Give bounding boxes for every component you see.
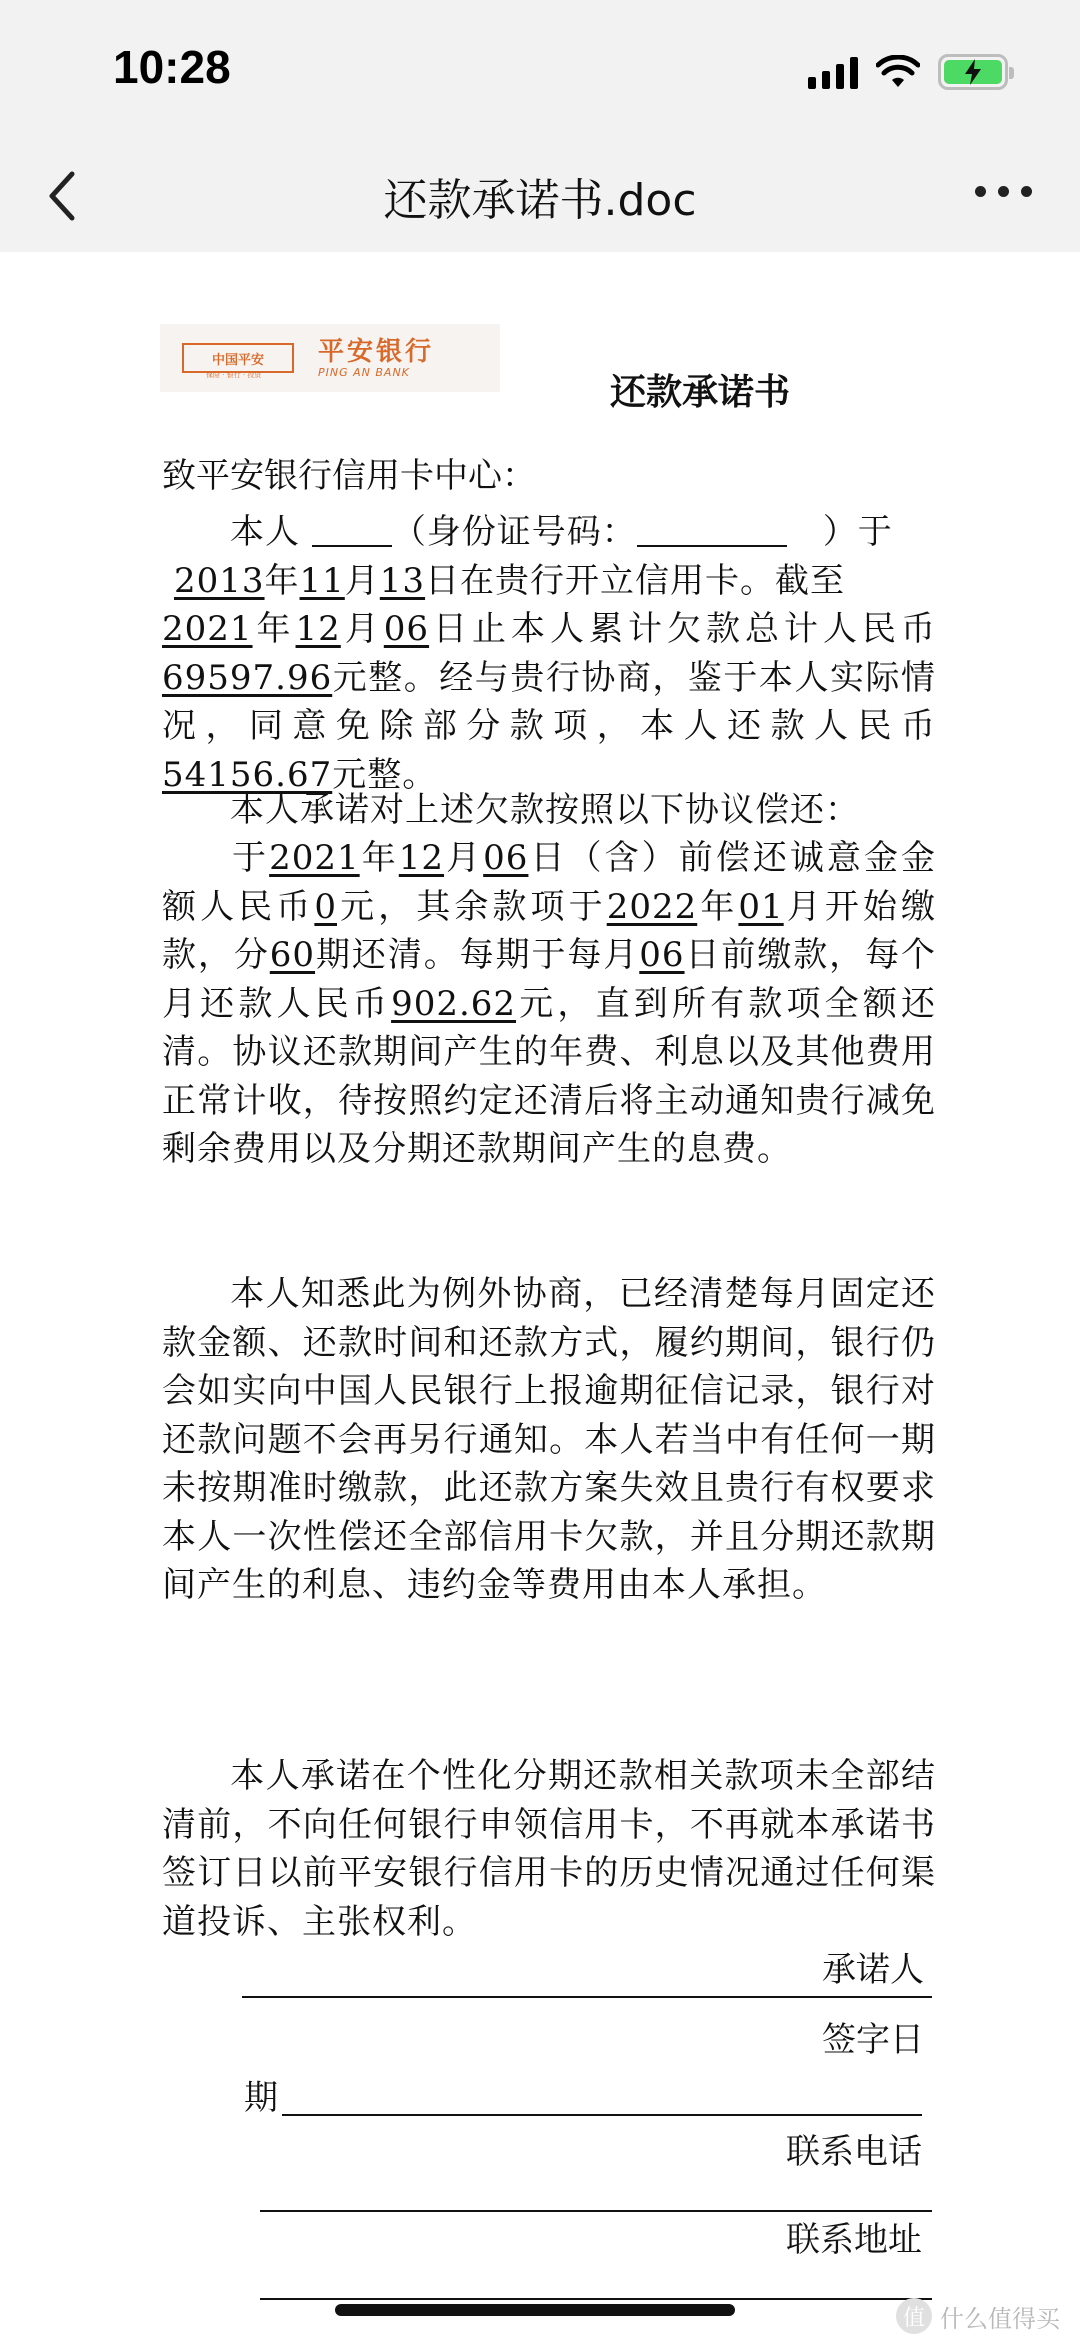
id-number-blank	[637, 513, 787, 547]
nav-title: 还款承诺书.doc	[383, 175, 697, 226]
document-title: 还款承诺书	[610, 372, 791, 413]
salutation: 致平安银行信用卡中心：	[162, 456, 536, 496]
bank-name-en: PING AN BANK	[318, 365, 410, 379]
paragraph-agreement-intro: 本人承诺对上述欠款按照以下协议偿还：	[230, 790, 860, 830]
bank-logo	[160, 324, 500, 392]
battery-icon	[938, 54, 1008, 90]
more-options-icon[interactable]	[975, 186, 1032, 197]
address-label: 联系地址	[786, 2220, 922, 2260]
promiser-signature-line	[242, 1996, 932, 1998]
sign-date-label-end: 期	[244, 2078, 278, 2118]
ping-an-logo-subtext: 保险 · 银行 · 投资	[206, 371, 262, 379]
wifi-icon	[876, 55, 920, 89]
paragraph-repayment-plan: 于2021年12月06日（含）前偿还诚意金金额人民币0元，其余款项于2022年01月开始缴款，分60期还清。每期于每月06日前缴款，每个月还款人民币902.62元，直到所有款项全额还清。协议还款期间产生的年费、利息以及其他费用正常计收，待按照约定还清后将主动通知贵行减免剩余费用以及分期还款期间产生的息费。	[162, 838, 937, 1169]
cellular-signal-icon	[808, 55, 858, 89]
name-blank	[312, 513, 392, 547]
watermark-text: 什么值得买	[940, 2304, 1060, 2333]
charging-bolt-icon	[963, 59, 983, 85]
status-bar	[0, 0, 1080, 140]
bank-name-cn: 平安银行	[318, 336, 435, 367]
status-time: 10:28	[113, 41, 231, 93]
ping-an-logo-text: 中国平安	[211, 352, 264, 368]
smzdm-logo-icon: 值	[896, 2298, 932, 2334]
sign-date-line	[282, 2114, 922, 2116]
paragraph-acknowledgement: 本人知悉此为例外协商，已经清楚每月固定还款金额、还款时间和还款方式，履约期间，银行仍会如实向中国人民银行上报逾期征信记录，银行对还款问题不会再另行通知。本人若当中有任何一期未按期准时缴款，此还款方案失效且贵行有权要求本人一次性偿还全部信用卡欠款，并且分期还款期间产生的利息、违约金等费用由本人承担。	[162, 1274, 936, 1605]
paragraph-debt-summary: 本人 （身份证号码： ）于 2013年11月13日在贵行开立信用卡。截至 2021年12月06日止本人累计欠款总计人民币69597.96元整。经与贵行协商，鉴于本人实际情况，同意免除部分款项，本人还款人民币54156.67元整。	[162, 512, 937, 795]
address-line	[260, 2298, 932, 2300]
status-icons	[808, 52, 1008, 92]
watermark	[896, 2298, 1060, 2334]
phone-label: 联系电话	[786, 2132, 922, 2172]
bank-name-logo	[318, 338, 434, 379]
ping-an-logo-box	[182, 343, 294, 373]
promiser-label: 承诺人	[822, 1950, 924, 1990]
nav-bar	[0, 140, 1080, 252]
paragraph-commitment: 本人承诺在个性化分期还款相关款项未全部结清前，不向任何银行申领信用卡，不再就本承诺书签订日以前平安银行信用卡的历史情况通过任何渠道投诉、主张权利。	[162, 1756, 936, 1942]
document-page	[0, 252, 1080, 2337]
home-indicator[interactable]	[335, 2304, 735, 2316]
sign-date-label: 签字日	[822, 2020, 924, 2060]
